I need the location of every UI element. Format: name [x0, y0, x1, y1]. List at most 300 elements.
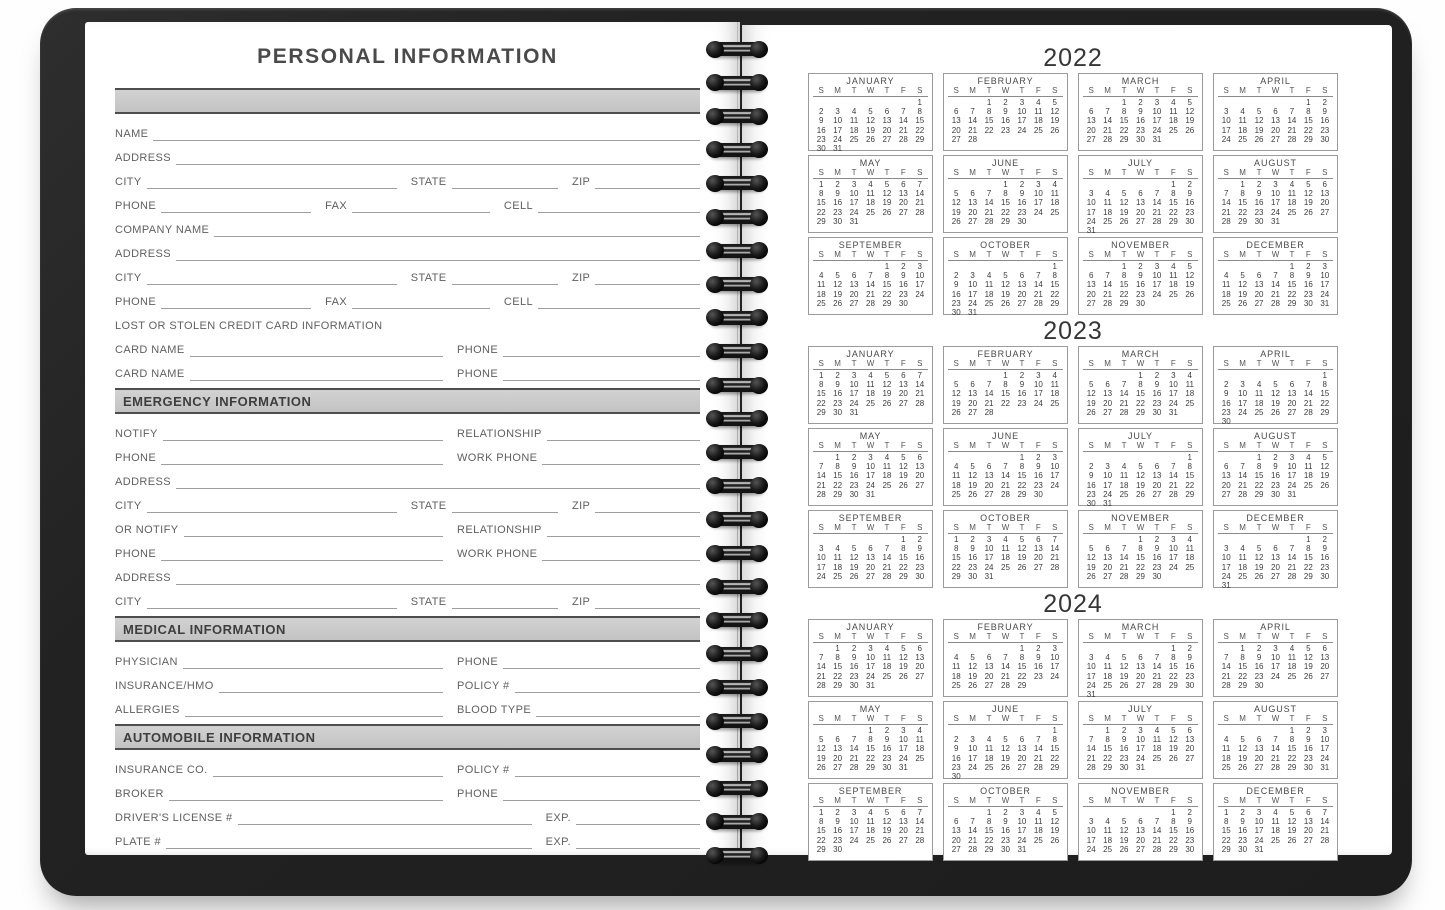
date-cell: 17 [915, 280, 925, 290]
spiral-coil-icon [709, 647, 765, 661]
weekday-header-row [1083, 168, 1198, 179]
date-cell: 19 [1001, 753, 1010, 763]
date-cell: 6 [901, 180, 906, 189]
date-cell: 11 [1222, 744, 1231, 754]
date-cell: 23 [1221, 407, 1231, 417]
form-field [457, 787, 700, 801]
weekday-letter: S [1223, 523, 1229, 532]
date-cell: 9 [970, 544, 975, 554]
empty-date-cell [1014, 726, 1030, 735]
weekday-header-row [1218, 796, 1333, 807]
date-cell: 31 [1017, 844, 1027, 854]
field-row [115, 515, 700, 539]
empty-date-cell [1099, 644, 1115, 653]
empty-date-cell [1218, 262, 1234, 271]
form-field [115, 127, 700, 141]
weekday-letter: W [1271, 523, 1280, 532]
form-field [115, 199, 311, 213]
date-cell: 17 [1254, 826, 1264, 836]
month-calendar [1213, 155, 1338, 233]
date-cell: 23 [833, 835, 843, 845]
weekday-header-row [1083, 632, 1198, 643]
date-cell: 6 [1138, 817, 1143, 827]
date-cell: 3 [818, 544, 824, 554]
month-calendar [943, 346, 1068, 424]
date-cell: 8 [1240, 653, 1245, 663]
field-label: ADDRESS [115, 152, 171, 164]
date-cell: 3 [1273, 644, 1278, 653]
month-calendar [808, 346, 933, 424]
date-cell: 20 [915, 662, 925, 672]
date-cell: 26 [1303, 207, 1313, 217]
date-cell: 2 [1322, 98, 1327, 107]
date-cell: 12 [1254, 553, 1264, 563]
date-cell: 27 [898, 398, 908, 408]
empty-date-cell [964, 808, 980, 817]
weekday-letter: T [884, 632, 890, 641]
date-cell: 3 [970, 735, 975, 745]
date-cell: 3 [1019, 98, 1025, 107]
date-cell: 21 [1086, 753, 1096, 763]
empty-date-cell [997, 726, 1013, 735]
month-name: SEPTEMBER [838, 786, 903, 796]
date-cell: 6 [1306, 808, 1311, 817]
weekday-letter: T [1289, 796, 1295, 805]
date-cell: 30 [915, 571, 925, 581]
year-heading: 2022 [1043, 44, 1103, 72]
date-cell: 13 [1086, 280, 1096, 290]
date-cell: 16 [1185, 198, 1195, 208]
empty-date-cell [981, 726, 997, 735]
field-label: PHYSICIAN [115, 656, 178, 668]
month-name: JULY [1128, 158, 1153, 168]
blank-write-line [161, 199, 311, 213]
date-cell: 19 [1168, 744, 1178, 754]
date-cell: 14 [915, 817, 925, 827]
blank-write-line [515, 763, 700, 777]
date-cell: 18 [866, 826, 875, 836]
empty-date-cell [1099, 262, 1115, 271]
date-cell: 11 [915, 735, 924, 745]
empty-date-cell [1234, 535, 1250, 544]
date-cell: 20 [984, 480, 994, 490]
blank-write-line [153, 127, 700, 141]
dates-grid [948, 535, 1063, 581]
date-cell: 24 [833, 134, 843, 144]
weekday-letter: F [900, 86, 906, 95]
date-cell: 21 [882, 562, 892, 572]
weekday-letter: S [1322, 632, 1328, 641]
date-cell: 28 [1119, 571, 1129, 581]
date-cell: 19 [882, 389, 892, 399]
date-cell: 12 [1287, 817, 1297, 827]
date-cell: 30 [1254, 680, 1264, 690]
date-cell: 21 [1033, 753, 1043, 763]
month-name: MARCH [1121, 622, 1160, 632]
date-cell: 8 [818, 380, 824, 390]
date-cell: 24 [1254, 835, 1264, 845]
weekday-letter: T [986, 441, 992, 450]
date-cell: 31 [849, 216, 859, 226]
date-cell: 3 [1223, 107, 1229, 117]
date-cell: 2 [1306, 262, 1311, 271]
date-cell: 11 [866, 380, 875, 390]
form-field [504, 199, 700, 213]
date-cell: 12 [898, 462, 908, 472]
date-cell: 25 [1168, 125, 1178, 135]
date-cell: 8 [835, 462, 840, 472]
date-cell: 14 [1001, 662, 1010, 672]
date-cell: 2 [1273, 453, 1278, 462]
date-cell: 17 [898, 744, 908, 754]
empty-date-cell [1083, 98, 1099, 107]
date-cell: 28 [984, 407, 994, 417]
field-label: FAX [325, 200, 348, 212]
date-cell: 20 [1017, 289, 1027, 299]
weekday-letter: T [1289, 441, 1295, 450]
weekday-letter: F [1035, 523, 1041, 532]
empty-date-cell [1234, 371, 1250, 380]
date-cell: 28 [882, 571, 892, 581]
date-cell: 5 [1052, 808, 1057, 817]
date-cell: 7 [868, 271, 873, 281]
date-cell: 11 [1169, 271, 1178, 281]
weekday-letter: F [1035, 359, 1041, 368]
date-cell: 30 [849, 680, 859, 690]
date-cell: 24 [1033, 398, 1043, 408]
date-cell: 21 [1033, 289, 1043, 299]
date-cell: 13 [1221, 471, 1231, 481]
weekday-letter: T [1289, 523, 1295, 532]
date-cell: 9 [1154, 544, 1160, 554]
date-cell: 18 [1033, 826, 1043, 836]
date-cell: 20 [1017, 753, 1027, 763]
date-cell: 23 [1136, 125, 1145, 135]
date-cell: 25 [951, 680, 961, 690]
field-label: ADDRESS [115, 476, 171, 488]
month-name: APRIL [1260, 622, 1291, 632]
date-cell: 8 [1306, 107, 1311, 117]
empty-date-cell [879, 535, 895, 544]
weekday-letter: S [818, 86, 824, 95]
date-cell: 9 [1187, 189, 1192, 199]
weekday-letter: F [1035, 714, 1041, 723]
date-cell: 24 [1168, 398, 1178, 408]
weekday-letter: W [1271, 632, 1280, 641]
date-cell: 10 [1320, 735, 1330, 745]
weekday-letter: F [1170, 359, 1176, 368]
date-cell: 12 [1238, 744, 1248, 754]
date-cell: 9 [1256, 189, 1262, 199]
date-cell: 15 [1287, 280, 1297, 290]
date-cell: 2 [1019, 180, 1025, 189]
date-cell: 6 [1154, 462, 1160, 472]
date-cell: 24 [849, 207, 859, 217]
date-cell: 30 [1152, 571, 1162, 581]
empty-date-cell [1083, 535, 1099, 544]
date-cell: 11 [952, 471, 961, 481]
date-cell: 5 [1138, 462, 1143, 472]
field-row [115, 167, 700, 191]
spiral-coil-icon [709, 580, 765, 594]
date-cell: 16 [951, 289, 961, 299]
weekday-letter: M [1104, 168, 1111, 177]
date-cell: 23 [849, 671, 859, 681]
date-cell: 14 [1320, 817, 1330, 827]
date-cell: 3 [1322, 262, 1327, 271]
weekday-letter: S [953, 441, 959, 450]
empty-date-cell [1099, 453, 1115, 462]
weekday-letter: M [1104, 86, 1111, 95]
date-cell: 17 [1050, 662, 1060, 672]
date-cell: 16 [968, 553, 978, 563]
field-label: PHONE [115, 548, 157, 560]
weekday-letter: S [953, 168, 959, 177]
date-cell: 23 [1152, 562, 1162, 572]
date-cell: 5 [835, 271, 840, 281]
date-cell: 2 [1240, 808, 1245, 817]
date-cell: 7 [1289, 107, 1295, 117]
weekday-letter: T [1154, 441, 1160, 450]
weekday-letter: T [851, 250, 857, 259]
date-cell: 16 [1033, 471, 1043, 481]
date-cell: 5 [1240, 735, 1245, 745]
empty-date-cell [1218, 644, 1234, 653]
weekday-letter: S [1052, 632, 1058, 641]
empty-date-cell [964, 98, 980, 107]
dates-grid [1218, 262, 1333, 308]
date-cell: 9 [1273, 462, 1278, 472]
date-cell: 1 [1019, 644, 1025, 653]
date-cell: 22 [1221, 835, 1231, 845]
month-name: NOVEMBER [1111, 513, 1170, 523]
field-row [115, 443, 700, 467]
empty-date-cell [1083, 453, 1099, 462]
date-cell: 20 [898, 198, 908, 208]
date-cell: 24 [1168, 562, 1178, 572]
weekday-header-row [948, 86, 1063, 97]
date-cell: 10 [1033, 380, 1043, 390]
date-cell: 22 [1119, 289, 1129, 299]
month-name: JANUARY [846, 76, 895, 86]
empty-date-cell [981, 262, 997, 271]
date-cell: 6 [868, 544, 873, 554]
date-cell: 3 [868, 644, 873, 653]
date-cell: 16 [1001, 116, 1010, 126]
blank-write-line [161, 451, 443, 465]
weekday-header-row [1083, 523, 1198, 534]
date-cell: 30 [1033, 489, 1043, 499]
weekday-letter: W [866, 632, 875, 641]
date-cell: 26 [951, 407, 961, 417]
date-cell: 7 [1171, 462, 1176, 472]
weekday-letter: S [818, 632, 824, 641]
date-cell: 4 [851, 107, 857, 117]
date-cell: 24 [816, 571, 826, 581]
date-cell: 20 [898, 826, 908, 836]
date-cell: 26 [1303, 671, 1313, 681]
weekday-letter: S [1223, 632, 1229, 641]
date-cell: 13 [951, 116, 961, 126]
date-cell: 12 [1119, 662, 1129, 672]
field-row [115, 143, 700, 167]
date-cell: 21 [1303, 398, 1313, 408]
empty-date-cell [1116, 453, 1132, 462]
date-cell: 12 [1303, 653, 1313, 663]
date-cell: 17 [968, 753, 978, 763]
date-cell: 9 [1121, 735, 1127, 745]
date-cell: 29 [1119, 134, 1129, 144]
weekday-letter: S [818, 523, 824, 532]
date-cell: 9 [953, 744, 959, 754]
spiral-coil-icon [709, 277, 765, 291]
blank-write-line [176, 571, 700, 585]
date-cell: 7 [1003, 653, 1008, 663]
date-cell: 17 [849, 826, 859, 836]
date-cell: 21 [1320, 826, 1330, 836]
weekday-letter: T [1019, 250, 1025, 259]
date-cell: 21 [898, 125, 908, 135]
date-cell: 27 [866, 571, 875, 581]
weekday-letter: F [1305, 168, 1311, 177]
date-cell: 23 [1185, 207, 1195, 217]
date-cell: 7 [818, 462, 824, 472]
month-calendar [1078, 237, 1203, 315]
form-field [115, 835, 532, 849]
date-cell: 4 [1240, 107, 1245, 117]
date-cell: 29 [1119, 298, 1129, 308]
weekday-letter: M [834, 714, 841, 723]
weekday-header-row [813, 796, 928, 807]
empty-date-cell [1267, 535, 1283, 544]
date-cell: 17 [1320, 280, 1330, 290]
weekday-header-row [1083, 250, 1198, 261]
date-cell: 1 [1171, 644, 1176, 653]
date-cell: 23 [1152, 398, 1162, 408]
date-cell: 23 [1238, 835, 1248, 845]
field-label: NOTIFY [115, 428, 158, 440]
field-label: PHONE [457, 368, 499, 380]
weekday-header-row [813, 168, 928, 179]
date-cell: 9 [1036, 462, 1041, 472]
date-cell: 9 [818, 116, 824, 126]
field-label: RELATIONSHIP [457, 524, 542, 536]
date-cell: 1 [1121, 98, 1127, 107]
weekday-letter: W [1001, 632, 1010, 641]
date-cell: 14 [1221, 662, 1231, 672]
date-cell: 26 [968, 489, 978, 499]
weekday-letter: T [1121, 714, 1127, 723]
field-row [115, 191, 700, 215]
date-cell: 29 [1050, 762, 1060, 772]
date-cell: 28 [1221, 216, 1231, 226]
date-cell: 19 [1017, 553, 1027, 563]
month-name: SEPTEMBER [838, 513, 903, 523]
weekday-header-row [948, 632, 1063, 643]
date-cell: 17 [833, 125, 843, 135]
date-cell: 27 [882, 134, 892, 144]
weekday-letter: T [1154, 714, 1160, 723]
form-field [457, 451, 700, 465]
form-field [546, 835, 700, 849]
blank-write-line [163, 427, 443, 441]
spiral-coil-icon [709, 311, 765, 325]
date-cell: 23 [898, 289, 908, 299]
date-cell: 4 [953, 653, 959, 663]
section-header-label: EMERGENCY INFORMATION [123, 393, 312, 409]
weekday-letter: S [1223, 86, 1229, 95]
dates-grid [948, 453, 1063, 499]
date-cell: 5 [884, 371, 890, 380]
weekday-letter: S [1088, 632, 1094, 641]
month-calendar [808, 73, 933, 154]
month-calendar [1213, 783, 1338, 861]
date-cell: 31 [1320, 762, 1330, 772]
date-cell: 8 [1322, 380, 1327, 390]
date-cell: 13 [1136, 198, 1145, 208]
dates-grid [1218, 644, 1333, 690]
month-calendar [808, 510, 933, 588]
date-cell: 12 [1050, 817, 1060, 827]
date-cell: 28 [816, 680, 826, 690]
date-cell: 25 [866, 835, 875, 845]
date-cell: 8 [818, 817, 824, 827]
date-cell: 10 [866, 653, 875, 663]
weekday-letter: T [851, 359, 857, 368]
date-cell: 11 [1185, 380, 1194, 390]
date-cell: 14 [984, 389, 994, 399]
date-cell: 22 [866, 753, 875, 763]
empty-date-cell [862, 262, 878, 271]
date-cell: 2 [1256, 644, 1262, 653]
date-cell: 11 [984, 280, 994, 290]
date-cell: 1 [1019, 453, 1025, 462]
date-cell: 27 [1221, 489, 1231, 499]
date-cell: 9 [1187, 653, 1192, 663]
dates-grid [813, 371, 928, 417]
weekday-letter: W [866, 359, 875, 368]
weekday-header-row [948, 359, 1063, 370]
empty-date-cell [1284, 371, 1300, 380]
weekday-letter: W [1001, 168, 1010, 177]
month-name: NOVEMBER [1111, 240, 1170, 250]
date-cell: 14 [1287, 116, 1297, 126]
weekday-letter: S [1322, 86, 1328, 95]
date-cell: 28 [1033, 762, 1043, 772]
date-cell: 8 [835, 653, 840, 663]
date-cell: 6 [970, 380, 975, 390]
date-cell: 25 [833, 571, 843, 581]
date-cell: 17 [1168, 553, 1178, 563]
date-cell: 9 [1322, 107, 1327, 117]
date-cell: 25 [1050, 207, 1060, 217]
date-cell: 19 [816, 753, 826, 763]
date-cell: 27 [1152, 489, 1162, 499]
date-cell: 31 [1254, 844, 1264, 854]
date-cell: 30 [898, 298, 908, 308]
dates-grid [948, 180, 1063, 226]
date-cell: 9 [1138, 107, 1143, 117]
year-block [808, 591, 1338, 861]
weekday-letter: T [986, 250, 992, 259]
planner-book-cover [40, 8, 1412, 896]
date-cell: 19 [1001, 289, 1010, 299]
weekday-letter: T [1289, 86, 1295, 95]
date-cell: 21 [1168, 480, 1178, 490]
date-cell: 4 [1187, 371, 1192, 380]
date-cell: 27 [1086, 298, 1096, 308]
date-cell: 10 [968, 744, 978, 754]
